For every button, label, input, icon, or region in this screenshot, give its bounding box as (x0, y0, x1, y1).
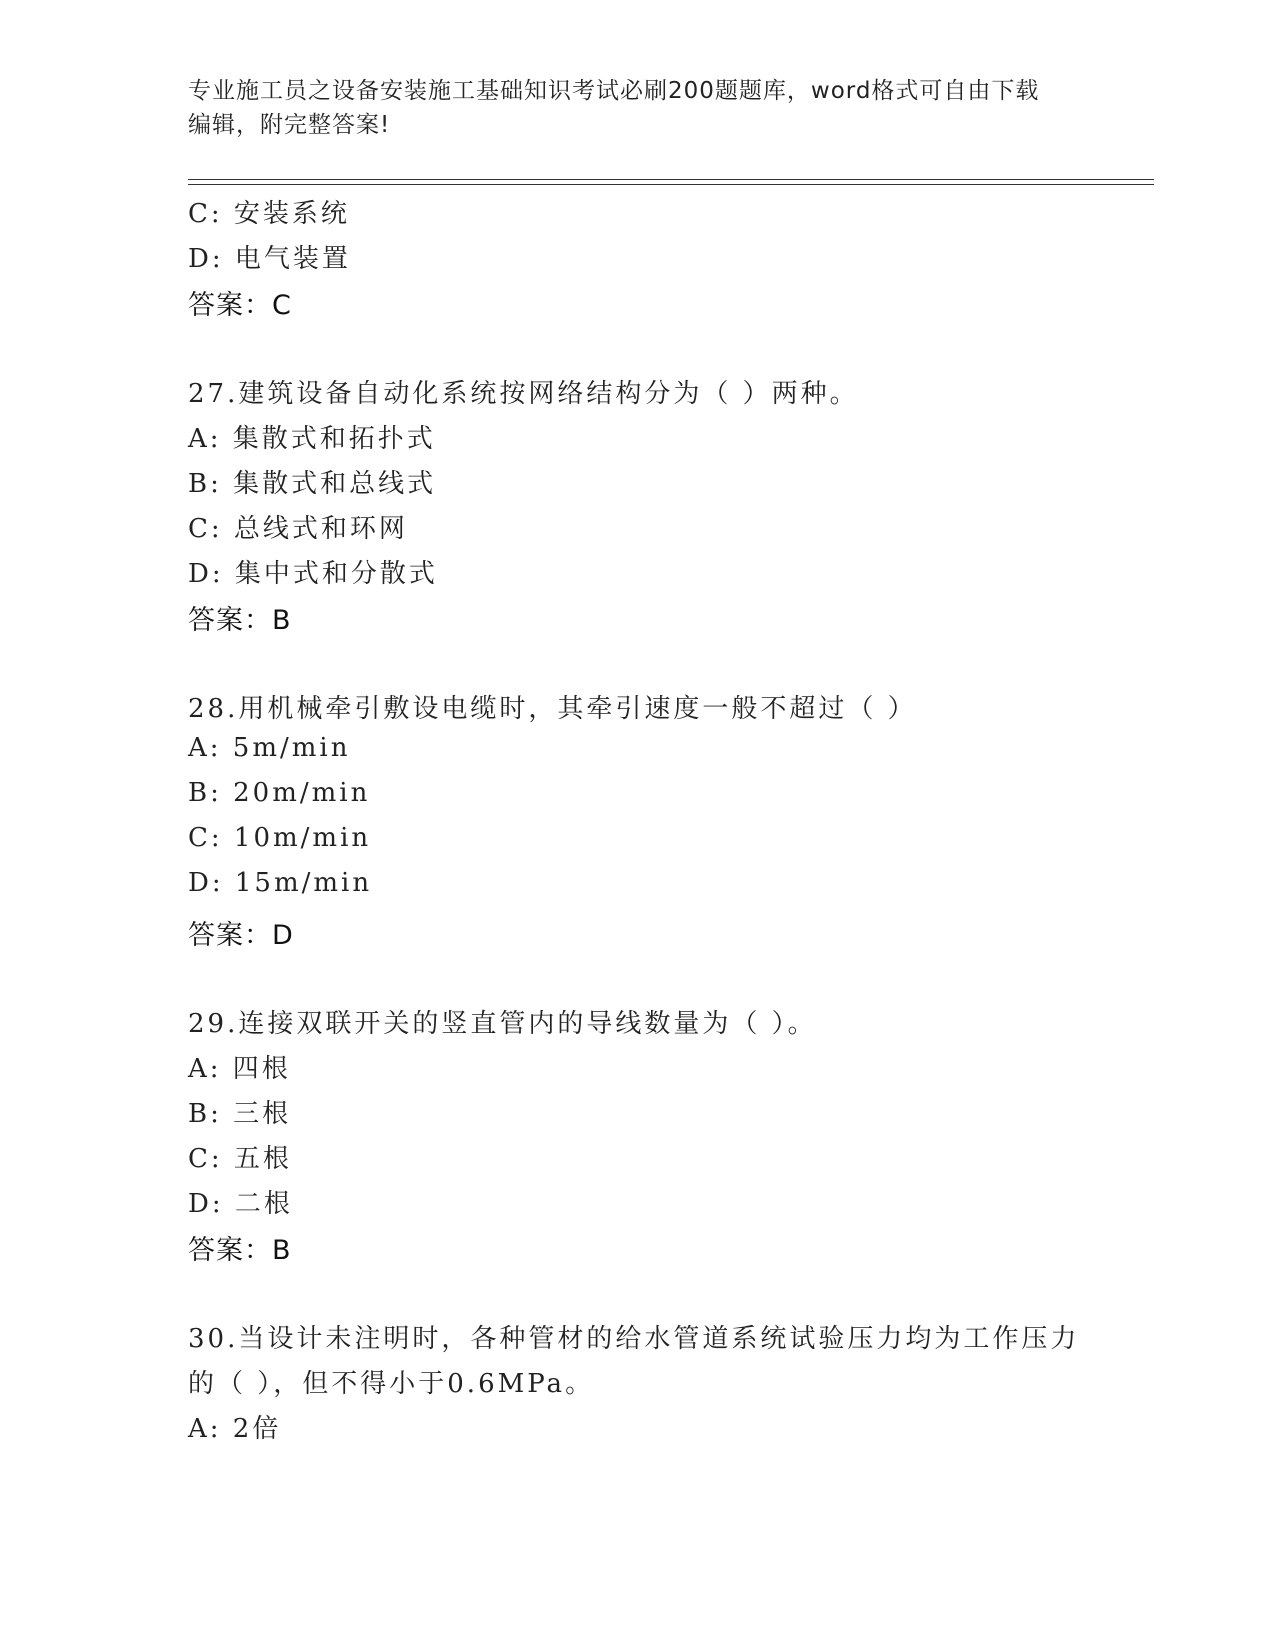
q30-stem-line-2: 的（ ），但不得小于0.6MPa。 (188, 1369, 595, 1399)
q29-option-c: C: 五根 (188, 1144, 292, 1174)
q29-option-a: A: 四根 (188, 1054, 291, 1084)
prev-answer: 答案：C (188, 290, 292, 321)
q29-stem: 29.连接双联开关的竖直管内的导线数量为（ ）。 (188, 1009, 817, 1039)
header-divider-top (188, 179, 1154, 180)
header-line-1: 专业施工员之设备安装施工基础知识考试必刷200题题库，word格式可自由下载 (188, 78, 1040, 104)
q27-stem: 27.建筑设备自动化系统按网络结构分为（ ）两种。 (188, 379, 859, 409)
q28-option-c: C: 10m/min (188, 823, 372, 853)
q27-option-a: A: 集散式和拓扑式 (188, 424, 436, 454)
q28-answer: 答案：D (188, 920, 294, 951)
q29-answer: 答案：B (188, 1235, 292, 1266)
document-header (188, 74, 1088, 142)
q29-option-d: D: 二根 (188, 1189, 293, 1219)
header-line-2: 编辑，附完整答案! (188, 112, 391, 138)
q29-option-b: B: 三根 (188, 1099, 292, 1129)
q27-option-d: D: 集中式和分散式 (188, 559, 438, 589)
q28-option-a: A: 5m/min (188, 733, 351, 763)
header-divider-bottom (188, 184, 1154, 185)
prev-option-d: D: 电气装置 (188, 244, 351, 274)
q27-option-c: C: 总线式和环网 (188, 514, 408, 544)
prev-option-c: C: 安装系统 (188, 199, 350, 229)
q28-option-b: B: 20m/min (188, 778, 371, 808)
q30-option-a: A: 2倍 (188, 1414, 282, 1444)
q27-option-b: B: 集散式和总线式 (188, 469, 437, 499)
q28-option-d: D: 15m/min (188, 868, 373, 898)
q28-stem: 28.用机械牵引敷设电缆时，其牵引速度一般不超过（ ） (188, 694, 917, 724)
q27-answer: 答案：B (188, 605, 292, 636)
q30-stem-line-1: 30.当设计未注明时，各种管材的给水管道系统试验压力均为工作压力 (188, 1324, 1080, 1354)
